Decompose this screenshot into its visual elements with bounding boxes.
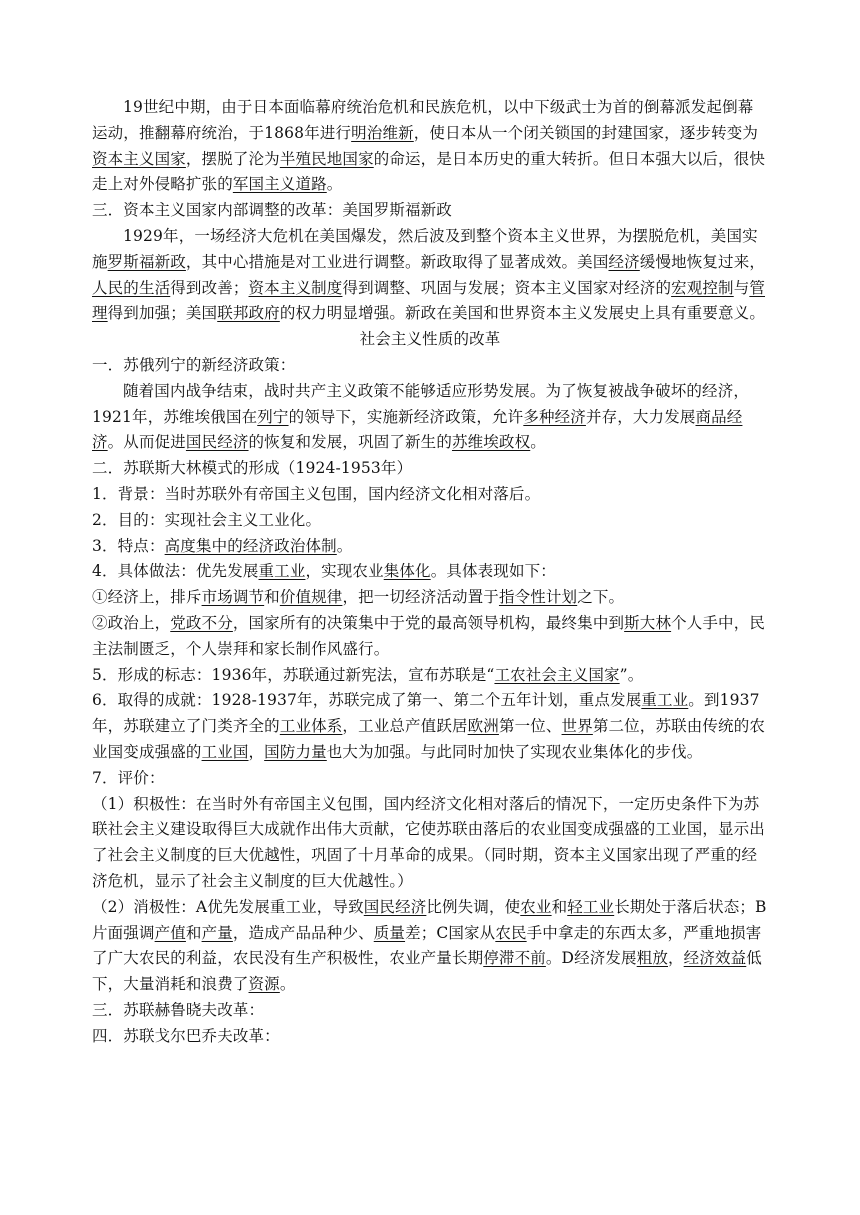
underlined-term: 宏观控制 (671, 278, 734, 297)
underlined-term: 国民经济 (185, 433, 249, 452)
underlined-term: 明治维新 (351, 123, 414, 142)
text: 第一位、 (498, 717, 562, 736)
underlined-term: 党政不分 (170, 613, 233, 632)
text: 并存，大力发展 (585, 407, 696, 426)
underlined-term: 联邦政府 (217, 304, 280, 323)
underlined-term: 多种经济 (523, 407, 586, 426)
text: 6．取得的成就：1928-1937年，苏联完成了第一、第二个五年计划，重点发展 (92, 691, 642, 710)
underlined-term: 世界 (561, 717, 593, 736)
underlined-term: 资源 (248, 975, 280, 994)
text: 与 (733, 278, 750, 297)
text: 。 (279, 975, 296, 994)
underlined-term: 轻工业 (567, 897, 615, 916)
text: 差；C国家从 (405, 923, 496, 942)
stalin-negative (92, 895, 768, 998)
nep-paragraph (92, 379, 768, 456)
text: 1929年，一场经济大危机在美国爆发，然后波及到整个资本主义世界，为摆脱危机，美国实施 (92, 226, 758, 271)
stalin-features (92, 534, 768, 560)
socialist-reform-title: 社会主义性质的改革 (359, 330, 501, 349)
section-heading-new-deal: 三．资本主义国家内部调整的改革：美国罗斯福新政 (92, 201, 452, 220)
text: ”。 (619, 665, 644, 684)
underlined-term: 经济效益 (683, 949, 747, 968)
text: 。到1937年，苏联建立了门类齐全的 (92, 691, 760, 736)
stalin-goal: 2．目的：实现社会主义工业化。 (92, 510, 322, 529)
text: 。 (326, 175, 343, 194)
text: ，造成产品品种少、 (232, 923, 374, 942)
text: 4．具体做法：优先发展 (92, 562, 259, 581)
underlined-term: 国防力量 (264, 742, 327, 761)
text: 和 (264, 588, 280, 607)
underlined-term: 罗斯福新政 (107, 252, 186, 271)
text: 。具体表现如下： (430, 562, 556, 581)
underlined-term: 欧洲 (467, 717, 499, 736)
underlined-term: 指令性计划 (498, 588, 578, 607)
underlined-term: 资本主义国家 (92, 149, 186, 168)
text: 得到调整、巩固与发展；资本主义国家对经济的 (342, 278, 672, 297)
text: 。从而促进 (107, 433, 186, 452)
underlined-term: 粗放 (636, 949, 669, 968)
underlined-term: 产值 (154, 923, 186, 942)
text: 19世纪中期，由于日本面临幕府统治危机和民族危机，以中下级武士为首的倒幕派发起倒幕运动，推翻幕府统治，于1868年进行 (92, 98, 754, 142)
text: 之下。 (577, 588, 625, 607)
stalin-background: 1．背景：当时苏联外有帝国主义包围，国内经济文化相对落后。 (92, 484, 541, 503)
stalin-positive: （1）积极性：在当时外有帝国主义包围，国内经济文化相对落后的情况下，一定历史条件下为苏联社会主义建设取得巨大成就作出伟大贡献，它使苏联由落后的农业国变成强盛的工业国，显示出了社会主义制度的巨大优越性，巩固了十月革命的成果。（同时期，资本主义国家出现了严重的经济危机，显示了社会主义制度的巨大优越性。） (92, 794, 765, 890)
text: 的权力明显增强。新政在美国和世界资本主义发展史上具有重要意义。 (279, 304, 765, 323)
text: 3．特点： (92, 536, 165, 555)
underlined-term: 工农社会主义国家 (494, 665, 620, 684)
text: 。 (336, 536, 353, 555)
underlined-term: 产量 (201, 923, 233, 942)
stalin-evaluation-heading: 7．评价： (92, 768, 165, 787)
text: 的命运，是日本历史的重大转折。但日本强大以后，很快走上对外侵略扩张的 (92, 149, 765, 194)
text: ①经济上，排斥 (92, 588, 202, 607)
underlined-term: 价值规律 (279, 588, 343, 607)
text: 5．形成的标志：1936年，苏联通过新宪法，宣布苏联是“ (92, 665, 495, 684)
underlined-term: 人民的生活 (92, 278, 171, 297)
text: 。D经济发展 (545, 949, 637, 968)
text: 第二位，苏联由传统的农业国变成强盛的 (92, 717, 766, 761)
underlined-term: 集体化 (383, 562, 431, 581)
underlined-term: 工业体系 (279, 717, 343, 736)
text: ②政治上， (92, 613, 171, 632)
text: 也大为加强。与此同时加快了实现农业集体化的步伐。 (326, 742, 703, 761)
text: ，摆脱了沦为 (185, 149, 280, 168)
text: 手中拿走的东西太多，严重地损害了广大农民的利益，农民没有生产积极性，农业产量长期 (92, 923, 762, 968)
stalin-economy (92, 585, 768, 611)
underlined-term: 经济 (608, 252, 640, 271)
text: 随着国内战争结束，战时共产主义政策不能够适应形势发展。为了恢复被战争破坏的经济，1921年，苏维埃俄国在 (92, 381, 750, 426)
underlined-term: 市场调节 (201, 588, 265, 607)
underlined-term: 工业国 (201, 742, 249, 761)
underlined-term: 农业 (520, 897, 552, 916)
text: ， (668, 949, 684, 968)
stalin-methods (92, 559, 768, 585)
text: 和 (185, 923, 202, 942)
text: ，实现农业 (305, 562, 384, 581)
text: 和 (551, 897, 568, 916)
text: 。 (530, 433, 546, 452)
text: ，工业总产值跃居 (342, 717, 468, 736)
text: 个人手中，民主法制匮乏，个人崇拜和家长制作风盛行。 (92, 613, 765, 658)
text: 比例失调，使 (426, 897, 521, 916)
underlined-term: 重工业 (641, 691, 689, 710)
meiji-paragraph (92, 95, 768, 198)
text: 得到改善； (170, 278, 249, 297)
stalin-politics (92, 611, 768, 663)
text: （2）消极性：A优先发展重工业，导致 (92, 897, 364, 916)
underlined-term: 斯大林 (624, 613, 672, 632)
text: ，其中心措施是对工业进行调整。新政取得了显著成效。美国 (185, 252, 609, 271)
underlined-term: 半殖民地国家 (279, 149, 374, 168)
underlined-term: 重工业 (258, 562, 306, 581)
stalin-formation-mark (92, 663, 768, 689)
section-heading-stalin: 二．苏联斯大林模式的形成（1924-1953年） (92, 459, 413, 478)
section-heading-khrushchev: 三．苏联赫鲁晓夫改革： (92, 1000, 265, 1019)
text: ， (248, 742, 265, 761)
text: 低下，大量消耗和浪费了 (92, 949, 762, 994)
new-deal-paragraph (92, 224, 768, 327)
section-heading-nep: 一．苏俄列宁的新经济政策： (92, 355, 296, 374)
text: ，把一切经济活动置于 (342, 588, 499, 607)
underlined-term: 国民经济 (363, 897, 427, 916)
document-page (92, 95, 768, 1049)
text: ，国家所有的决策集中于党的最高领导机构，最终集中到 (232, 613, 625, 632)
underlined-term: 管理 (92, 278, 766, 323)
text: ，使日本从一个闭关锁国的封建国家，逐步转变为 (413, 123, 759, 142)
underlined-term: 高度集中的经济政治体制 (164, 536, 337, 555)
underlined-term: 停滞不前 (483, 949, 546, 968)
text: 的领导下，实施新经济政策，允许 (288, 407, 524, 426)
text: 的恢复和发展，巩固了新生的 (248, 433, 452, 452)
text: 缓慢地恢复过来， (639, 252, 765, 271)
underlined-term: 质量 (373, 923, 406, 942)
underlined-term: 商品经济 (92, 407, 743, 452)
underlined-term: 苏维埃政权 (451, 433, 531, 452)
underlined-term: 列宁 (257, 407, 289, 426)
text: 得到加强；美国 (107, 304, 218, 323)
underlined-term: 资本主义制度 (248, 278, 343, 297)
underlined-term: 农民 (495, 923, 527, 942)
section-heading-gorbachev: 四．苏联戈尔巴乔夫改革： (92, 1026, 280, 1045)
underlined-term: 军国主义道路 (232, 175, 327, 194)
stalin-achievements (92, 688, 768, 765)
text: 长期处于落后状态；B片面强调 (92, 897, 767, 942)
